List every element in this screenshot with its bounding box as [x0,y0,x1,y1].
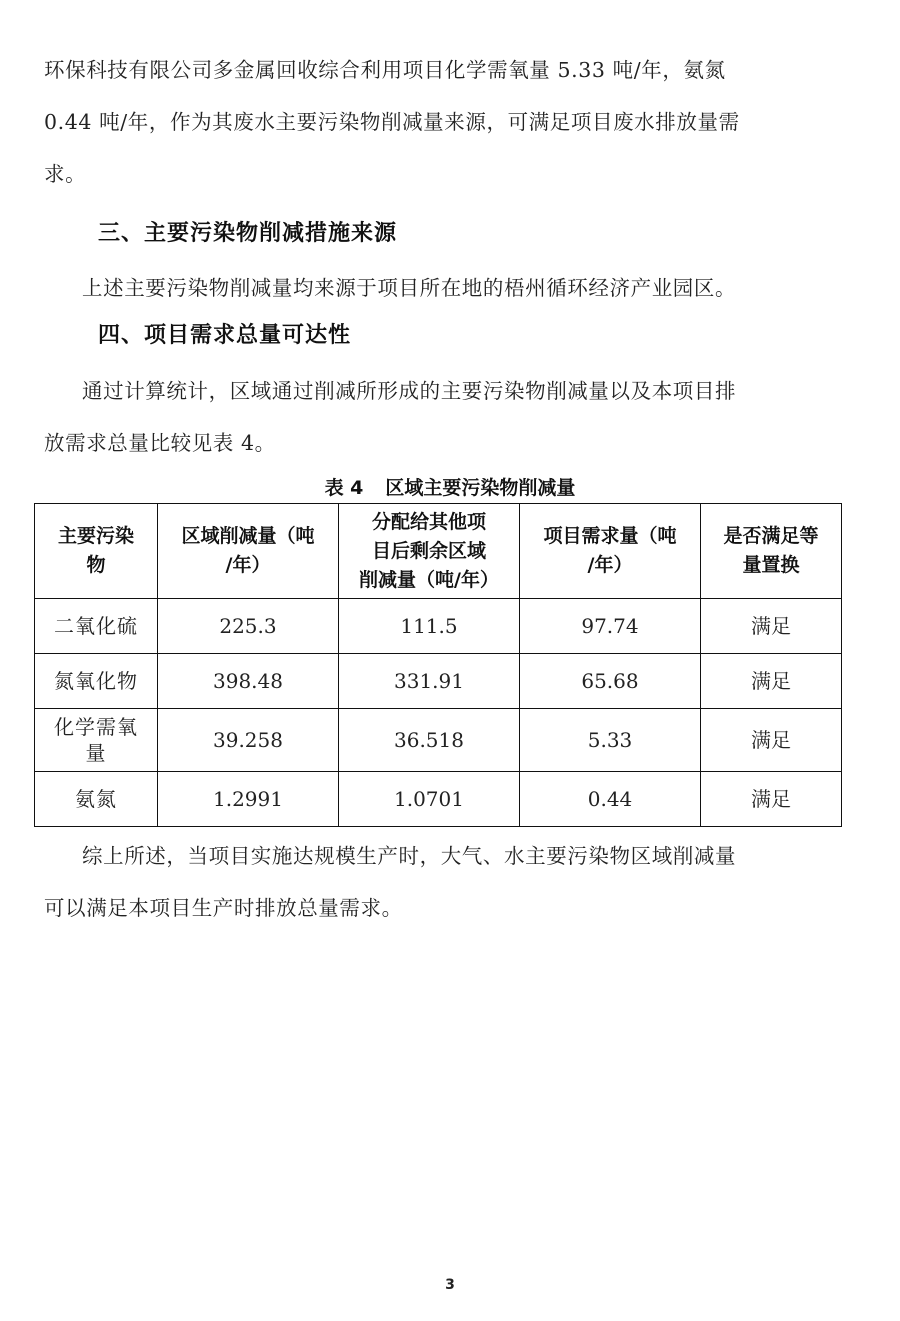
cell-satisfied: 满足 [701,654,842,709]
table-row [35,709,842,772]
section-heading-4: 四、项目需求总量可达性 [98,323,352,348]
header-pollutant: 主要污染 物 [35,504,158,599]
table-row [35,599,842,654]
text-line: 综上所述，当项目实施达规模生产时，大气、水主要污染物区域削减量 [82,844,737,868]
header-regional-reduction: 区域削减量（吨 /年） [158,504,339,599]
paragraph-conclusion [44,830,834,934]
text-line: 环保科技有限公司多金属回收综合利用项目化学需氧量 5.33 吨/年，氨氮 [44,58,726,82]
paragraph-wastewater-source [44,44,834,200]
cell-satisfied: 满足 [701,709,842,772]
cell-regional-reduction: 398.48 [158,654,339,709]
text-line: 通过计算统计，区域通过削减所形成的主要污染物削减量以及本项目排 [82,379,737,403]
cell-regional-reduction: 1.2991 [158,772,339,827]
pollutant-reduction-table [34,503,842,827]
cell-satisfied: 满足 [701,772,842,827]
cell-remaining-reduction: 36.518 [339,709,520,772]
table-row [35,772,842,827]
cell-pollutant-name: 氮氧化物 [35,654,158,709]
table-caption-title: 区域主要污染物削减量 [385,477,576,499]
paragraph-reduction-source: 上述主要污染物削减量均来源于项目所在地的梧州循环经济产业园区。 [82,276,737,300]
cell-satisfied: 满足 [701,599,842,654]
cell-remaining-reduction: 111.5 [339,599,520,654]
page-number: 3 [445,1277,455,1293]
header-satisfied: 是否满足等 量置换 [701,504,842,599]
cell-project-demand: 97.74 [520,599,701,654]
text-line: 求。 [44,162,87,186]
header-project-demand: 项目需求量（吨 /年） [520,504,701,599]
table-row [35,654,842,709]
cell-project-demand: 5.33 [520,709,701,772]
table-caption [0,473,900,500]
cell-pollutant-name: 二氧化硫 [35,599,158,654]
table-header-row [35,504,842,599]
header-remaining-reduction: 分配给其他项 目后剩余区域 削减量（吨/年） [339,504,520,599]
cell-remaining-reduction: 331.91 [339,654,520,709]
cell-regional-reduction: 225.3 [158,599,339,654]
text-line: 可以满足本项目生产时排放总量需求。 [44,896,403,920]
paragraph-statistics-intro [44,365,834,469]
section-heading-3: 三、主要污染物削减措施来源 [98,221,398,246]
cell-pollutant-name: 化学需氧 量 [35,709,158,772]
text-line: 0.44 吨/年，作为其废水主要污染物削减量来源，可满足项目废水排放量需 [44,110,740,134]
cell-remaining-reduction: 1.0701 [339,772,520,827]
table-caption-number: 表 4 [324,477,364,499]
cell-project-demand: 65.68 [520,654,701,709]
cell-pollutant-name: 氨氮 [35,772,158,827]
text-line: 放需求总量比较见表 4。 [44,431,276,455]
cell-regional-reduction: 39.258 [158,709,339,772]
cell-project-demand: 0.44 [520,772,701,827]
